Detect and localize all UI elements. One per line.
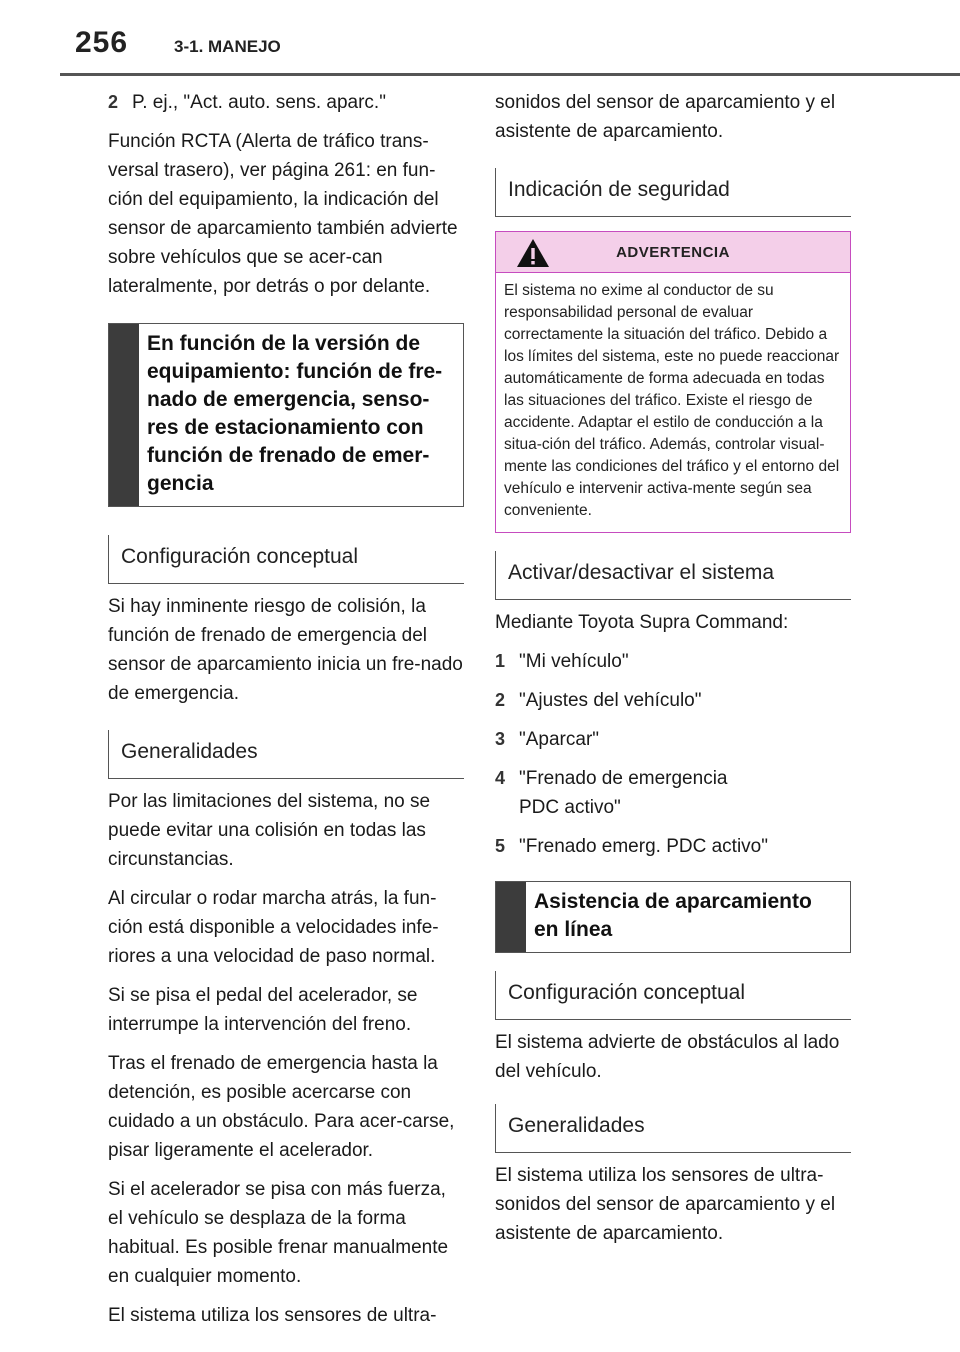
step-number: 3 <box>495 729 506 749</box>
step-item <box>495 686 851 715</box>
subheading-concept: Configuración conceptual <box>108 535 464 584</box>
warning-triangle-icon <box>516 238 550 273</box>
header-rule <box>60 73 960 76</box>
paragraph: sonidos del sensor de aparcamiento y el asistente de aparcamiento. <box>495 92 836 142</box>
subheading-activate: Activar/desactivar el sistema <box>495 551 851 600</box>
subheading-security: Indicación de seguridad <box>495 168 851 217</box>
intro-text: Mediante Toyota Supra Command: <box>495 612 789 633</box>
paragraph: El sistema utiliza los sensores de ultra- <box>108 1305 437 1326</box>
warning-title: ADVERTENCIA <box>616 243 730 261</box>
paragraph: El sistema utiliza los sensores de ultra-sonidos del sensor de aparcamiento y el asistente de aparcamiento. <box>495 1165 836 1244</box>
section-heading-box <box>108 323 464 507</box>
paragraph: Tras el frenado de emergencia hasta la detención, es posible acercarse con cuidado a un obstáculo. Para acer-carse, pisar ligeramente el acelerador. <box>108 1053 455 1161</box>
paragraph: Si se pisa el pedal del acelerador, se interrumpe la intervención del freno. <box>108 985 418 1035</box>
step-item <box>495 647 851 676</box>
section-heading: En función de la versión de equipamiento: función de fre-nado de emergencia, senso-res de estacionamiento con función de frenado de emer-gencia <box>147 332 443 495</box>
warning-box <box>495 231 851 533</box>
page-number: 256 <box>75 26 129 59</box>
step-text: "Mi vehículo" <box>519 651 629 672</box>
subheading-concept: Configuración conceptual <box>495 971 851 1020</box>
section-label: 3-1. MANEJO <box>174 37 281 56</box>
warning-text: El sistema no exime al conductor de su responsabilidad personal de evaluar correctamente la situación del tráfico. Debido a los límites del sistema, este no puede reaccionar automáticamente de forma adecuada en todas las situaciones del tráfico. Existe el riesgo de accidente. Adaptar el estilo de conducción a la situa-ción del tráfico. Además, controlar visual-mente las condiciones del tráfico y el entorno del vehículo e intervenir activa-mente según sea conveniente. <box>504 282 840 519</box>
section-heading: Asistencia de aparcamiento en línea <box>534 890 812 941</box>
section-heading-box <box>495 881 851 953</box>
paragraph: Por las limitaciones del sistema, no se puede evitar una colisión en todas las circunstancias. <box>108 791 431 870</box>
step-number: 2 <box>495 690 506 710</box>
warning-header <box>496 232 850 273</box>
step-text: "Frenado de emergencia PDC activo" <box>519 768 728 818</box>
step-number: 5 <box>495 836 506 856</box>
heading-bar <box>496 882 526 952</box>
step-item <box>108 88 464 117</box>
step-text: "Ajustes del vehículo" <box>519 690 702 711</box>
paragraph: Si hay inminente riesgo de colisión, la función de frenado de emergencia del sensor de aparcamiento inicia un fre-nado de emergencia. <box>108 596 463 704</box>
step-text: "Aparcar" <box>519 729 600 750</box>
step-item <box>495 832 851 861</box>
paragraph: El sistema advierte de obstáculos al lado del vehículo. <box>495 1032 840 1082</box>
paragraph: Si el acelerador se pisa con más fuerza, el vehículo se desplaza de la forma habitual. Es posible frenar manualmente en cualquier momento. <box>108 1179 449 1287</box>
step-text: "Frenado emerg. PDC activo" <box>519 836 768 857</box>
right-column <box>495 88 851 1258</box>
rcta-paragraph: Función RCTA (Alerta de tráfico trans-versal trasero), ver página 261: en fun-ción del equipamiento, la indicación del sensor de aparcamiento también advierte sobre vehículos que se acer-can lateralmente, por detrás o por delante. <box>108 131 458 297</box>
subheading-general: Generalidades <box>495 1104 851 1153</box>
subheading-general: Generalidades <box>108 730 464 779</box>
paragraph: Al circular o rodar marcha atrás, la fun-ción está disponible a velocidades infe-riores a una velocidad de paso normal. <box>108 888 439 967</box>
step-number: 1 <box>495 651 506 671</box>
step-text: P. ej., "Act. auto. sens. aparc." <box>132 92 386 113</box>
left-column <box>108 88 464 1340</box>
step-number: 4 <box>495 768 506 788</box>
page-header <box>0 0 960 80</box>
step-item <box>495 725 851 754</box>
step-item <box>495 764 851 822</box>
step-number: 2 <box>108 92 119 112</box>
heading-bar <box>109 324 139 506</box>
